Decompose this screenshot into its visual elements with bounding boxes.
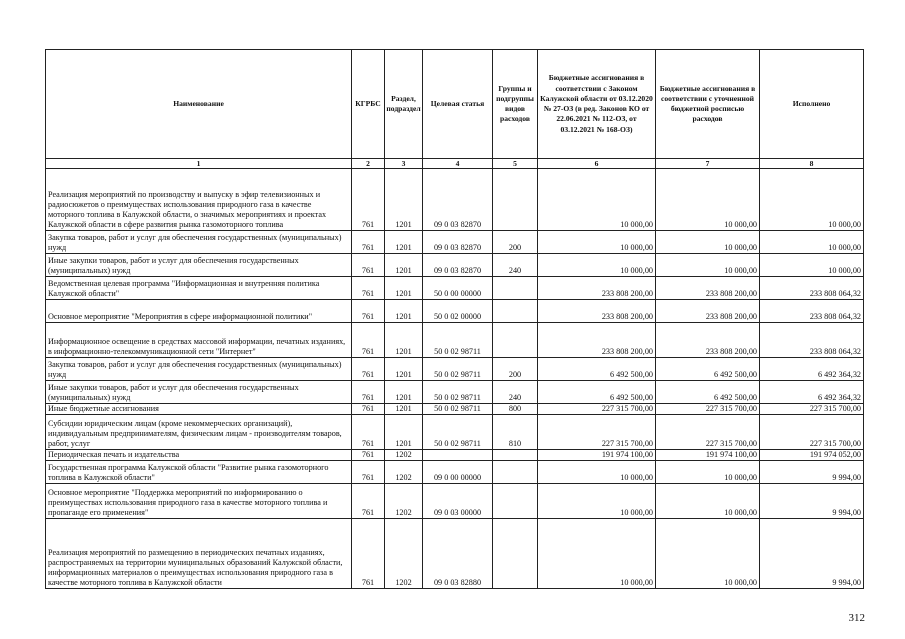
row-expense-group: 240 [493,381,538,404]
row-section: 1201 [385,323,423,358]
row-target-article: 09 0 03 82870 [423,231,493,254]
table-row [46,519,864,589]
header-roster-allocations: Бюджетные ассигнования в соответствии с уточненной бюджетной росписью расходов [656,50,760,159]
table-row [46,277,864,300]
header-target-article: Целевая статья [423,50,493,159]
row-kgrbs: 761 [352,254,385,277]
row-expense-group [493,277,538,300]
column-number: 6 [538,159,656,169]
row-section: 1201 [385,415,423,450]
row-roster-allocation: 227 315 700,00 [656,415,760,450]
row-roster-allocation: 6 492 500,00 [656,358,760,381]
row-expense-group [493,484,538,519]
row-name: Иные закупки товаров, работ и услуг для обеспечения государственных (муниципальных) нужд [46,254,352,277]
header-section: Раздел, подраздел [385,50,423,159]
table-row [46,358,864,381]
row-name: Информационное освещение в средствах массовой информации, печатных изданиях, в информационно-телекоммуникационной сети "Интернет" [46,323,352,358]
row-law-allocation: 10 000,00 [538,484,656,519]
table-row [46,300,864,323]
row-section: 1202 [385,484,423,519]
column-number: 5 [493,159,538,169]
row-executed: 233 808 064,32 [760,323,864,358]
row-expense-group: 200 [493,358,538,381]
row-target-article: 50 0 02 98711 [423,404,493,415]
table-row [46,169,864,231]
row-executed: 9 994,00 [760,461,864,484]
row-roster-allocation: 10 000,00 [656,461,760,484]
column-number: 4 [423,159,493,169]
row-law-allocation: 6 492 500,00 [538,358,656,381]
row-executed: 233 808 064,32 [760,277,864,300]
row-name: Основное мероприятие "Поддержка мероприятий по информированию о преимуществах использования природного газа в качестве моторного топлива и пропаганде его применения" [46,484,352,519]
table-header-row [46,50,864,159]
row-name: Государственная программа Калужской области "Развитие рынка газомоторного топлива в Калужской области" [46,461,352,484]
row-section: 1201 [385,254,423,277]
row-kgrbs: 761 [352,404,385,415]
row-name: Ведомственная целевая программа "Информационная и внутренняя политика Калужской области" [46,277,352,300]
row-target-article: 09 0 03 82870 [423,169,493,231]
row-section: 1201 [385,358,423,381]
row-roster-allocation: 6 492 500,00 [656,381,760,404]
row-expense-group [493,300,538,323]
page-number: 312 [848,612,865,624]
row-executed: 233 808 064,32 [760,300,864,323]
row-name: Закупка товаров, работ и услуг для обеспечения государственных (муниципальных) нужд [46,231,352,254]
column-number: 2 [352,159,385,169]
table-row [46,450,864,461]
row-law-allocation: 10 000,00 [538,519,656,589]
row-section: 1202 [385,461,423,484]
row-kgrbs: 761 [352,415,385,450]
row-name: Реализация мероприятий по размещению в периодических печатных изданиях, распространяемых на территории муниципальных образований Калужской области, информационных материалов о преимуществах использования природного газа в качестве моторного топлива в Калужской области [46,519,352,589]
table-row [46,484,864,519]
header-name: Наименование [46,50,352,159]
row-law-allocation: 233 808 200,00 [538,323,656,358]
row-roster-allocation: 10 000,00 [656,169,760,231]
row-target-article: 50 0 02 98711 [423,381,493,404]
row-executed: 6 492 364,32 [760,381,864,404]
row-target-article: 09 0 03 82870 [423,254,493,277]
row-expense-group: 200 [493,231,538,254]
header-law-allocations: Бюджетные ассигнования в соответствии с Законом Калужской области от 03.12.2020 № 27-ОЗ (в ред. Законов КО от 22.06.2021 № 112-ОЗ, от 03.12.2021 № 168-ОЗ) [538,50,656,159]
row-name: Субсидии юридическим лицам (кроме некоммерческих организаций), индивидуальным предпринимателям, физическим лицам - производителям товаров, работ, услуг [46,415,352,450]
row-roster-allocation: 233 808 200,00 [656,277,760,300]
table-row [46,404,864,415]
row-section: 1201 [385,231,423,254]
row-executed: 227 315 700,00 [760,415,864,450]
row-expense-group [493,169,538,231]
row-target-article: 50 0 02 00000 [423,300,493,323]
row-section: 1201 [385,169,423,231]
row-name: Основное мероприятие "Мероприятия в сфере информационной политики" [46,300,352,323]
row-law-allocation: 227 315 700,00 [538,415,656,450]
row-law-allocation: 191 974 100,00 [538,450,656,461]
row-expense-group [493,450,538,461]
row-expense-group: 240 [493,254,538,277]
row-executed: 9 994,00 [760,519,864,589]
row-kgrbs: 761 [352,461,385,484]
row-name: Реализация мероприятий по производству и выпуску в эфир телевизионных и радиосюжетов о преимуществах использования природного газа в качестве моторного топлива в Калужской области, о значимых мероприятиях и проектах Калужской области в сфере развития рынка газомоторного топлива [46,169,352,231]
column-number: 1 [46,159,352,169]
row-law-allocation: 233 808 200,00 [538,277,656,300]
row-expense-group: 800 [493,404,538,415]
row-kgrbs: 761 [352,484,385,519]
row-law-allocation: 10 000,00 [538,254,656,277]
row-section: 1201 [385,381,423,404]
row-executed: 227 315 700,00 [760,404,864,415]
row-roster-allocation: 233 808 200,00 [656,300,760,323]
row-target-article: 09 0 03 82880 [423,519,493,589]
row-roster-allocation: 10 000,00 [656,484,760,519]
table-body [46,159,864,589]
table-row [46,254,864,277]
row-executed: 6 492 364,32 [760,358,864,381]
row-expense-group [493,519,538,589]
row-name: Иные бюджетные ассигнования [46,404,352,415]
row-target-article: 50 0 00 00000 [423,277,493,300]
row-roster-allocation: 10 000,00 [656,254,760,277]
row-executed: 10 000,00 [760,169,864,231]
row-name: Периодическая печать и издательства [46,450,352,461]
row-executed: 10 000,00 [760,254,864,277]
row-target-article: 50 0 02 98711 [423,358,493,381]
column-number: 7 [656,159,760,169]
row-section: 1201 [385,300,423,323]
row-kgrbs: 761 [352,358,385,381]
row-target-article [423,450,493,461]
row-expense-group [493,323,538,358]
column-number-row [46,159,864,169]
table-row [46,381,864,404]
row-roster-allocation: 10 000,00 [656,519,760,589]
row-roster-allocation: 10 000,00 [656,231,760,254]
header-executed: Исполнено [760,50,864,159]
table-row [46,461,864,484]
table-row [46,415,864,450]
row-target-article: 50 0 02 98711 [423,415,493,450]
row-target-article: 50 0 02 98711 [423,323,493,358]
row-kgrbs: 761 [352,300,385,323]
row-kgrbs: 761 [352,231,385,254]
row-kgrbs: 761 [352,519,385,589]
header-kgrbs: КГРБС [352,50,385,159]
column-number: 3 [385,159,423,169]
row-executed: 191 974 052,00 [760,450,864,461]
row-law-allocation: 233 808 200,00 [538,300,656,323]
row-kgrbs: 761 [352,277,385,300]
row-law-allocation: 10 000,00 [538,231,656,254]
row-kgrbs: 761 [352,323,385,358]
row-section: 1201 [385,277,423,300]
row-law-allocation: 10 000,00 [538,461,656,484]
row-name: Закупка товаров, работ и услуг для обеспечения государственных (муниципальных) нужд [46,358,352,381]
row-expense-group: 810 [493,415,538,450]
row-law-allocation: 227 315 700,00 [538,404,656,415]
column-number: 8 [760,159,864,169]
row-name: Иные закупки товаров, работ и услуг для обеспечения государственных (муниципальных) нужд [46,381,352,404]
row-law-allocation: 6 492 500,00 [538,381,656,404]
row-target-article: 09 0 03 00000 [423,484,493,519]
row-roster-allocation: 191 974 100,00 [656,450,760,461]
row-section: 1202 [385,519,423,589]
table-row [46,323,864,358]
row-expense-group [493,461,538,484]
row-executed: 10 000,00 [760,231,864,254]
row-section: 1202 [385,450,423,461]
row-kgrbs: 761 [352,381,385,404]
budget-execution-table [45,49,864,589]
table-row [46,231,864,254]
row-kgrbs: 761 [352,450,385,461]
row-executed: 9 994,00 [760,484,864,519]
row-roster-allocation: 227 315 700,00 [656,404,760,415]
row-kgrbs: 761 [352,169,385,231]
row-section: 1201 [385,404,423,415]
header-expense-group: Группы и подгруппы видов расходов [493,50,538,159]
row-roster-allocation: 233 808 200,00 [656,323,760,358]
row-law-allocation: 10 000,00 [538,169,656,231]
row-target-article: 09 0 00 00000 [423,461,493,484]
